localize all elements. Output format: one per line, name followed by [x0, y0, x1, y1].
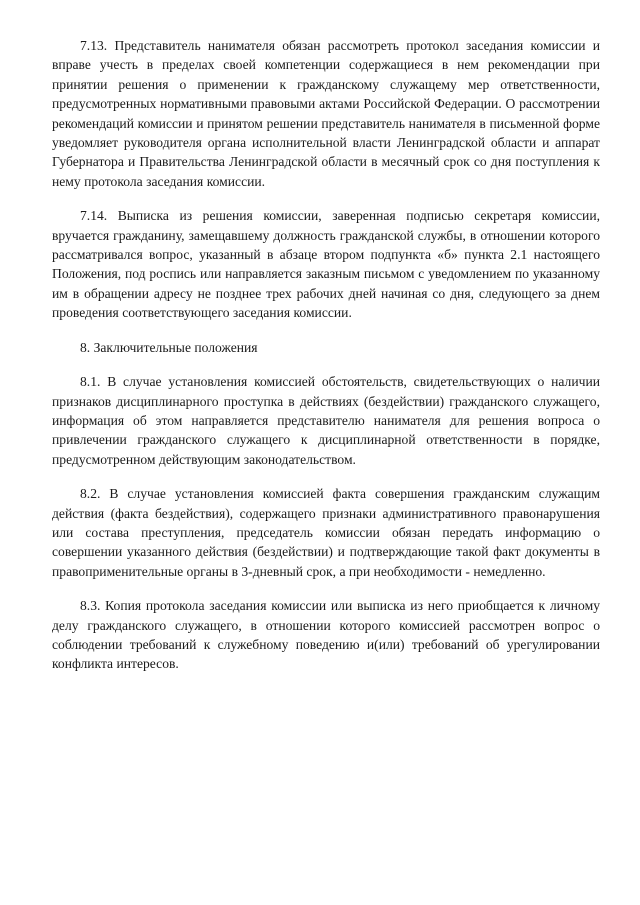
paragraph-7-13: 7.13. Представитель нанимателя обязан рассмотреть протокол заседания комиссии и вправе учесть в пределах своей компетенции содержащиеся в нем рекомендации при принятии решения о применении к гражданскому служащему мер ответственности, предусмотренных нормативными правовыми актами Российской Федерации. О рассмотрении рекомендаций комиссии и принятом решении представитель нанимателя в письменной форме уведомляет руководителя органа исполнительной власти Ленинградской области и аппарат Губернатора и Правительства Ленинградской области в месячный срок со дня поступления к нему протокола заседания комиссии.	[52, 38, 600, 189]
paragraph-8-1: 8.1. В случае установления комиссией обстоятельств, свидетельствующих о наличии признаков дисциплинарного проступка в действиях (бездействии) гражданского служащего, информация об этом направляется представителю нанимателя для решения вопроса о привлечении гражданского служащего к дисциплинарной ответственности в порядке, предусмотренном действующим законодательством.	[52, 374, 600, 467]
paragraph-8-2: 8.2. В случае установления комиссией факта совершения гражданским служащим действия (факта бездействия), содержащего признаки административного правонарушения или состава преступления, председатель комиссии обязан передать информацию о совершении указанного действия (бездействии) и подтверждающие такой факт документы в правоприменительные органы в 3-дневный срок, а при необходимости - немедленно.	[52, 486, 600, 579]
paragraph-7-14: 7.14. Выписка из решения комиссии, заверенная подписью секретаря комиссии, вручается гражданину, замещавшему должность гражданской службы, в отношении которого рассматривался вопрос, указанный в абзаце втором подпункта «б» пункта 2.1 настоящего Положения, под роспись или направляется заказным письмом с уведомлением по указанному им в обращении адресу не позднее трех рабочих дней начиная со дня, следующего за днем проведения соответствующего заседания комиссии.	[52, 208, 600, 321]
document-body	[52, 36, 600, 689]
section-heading: 8. Заключительные положения	[80, 339, 258, 355]
paragraph-8-3: 8.3. Копия протокола заседания комиссии или выписка из него приобщается к личному делу гражданского служащего, в отношении которого комиссией рассмотрен вопрос о соблюдении требований к служебному поведению и(или) требований об урегулировании конфликта интересов.	[52, 598, 600, 672]
